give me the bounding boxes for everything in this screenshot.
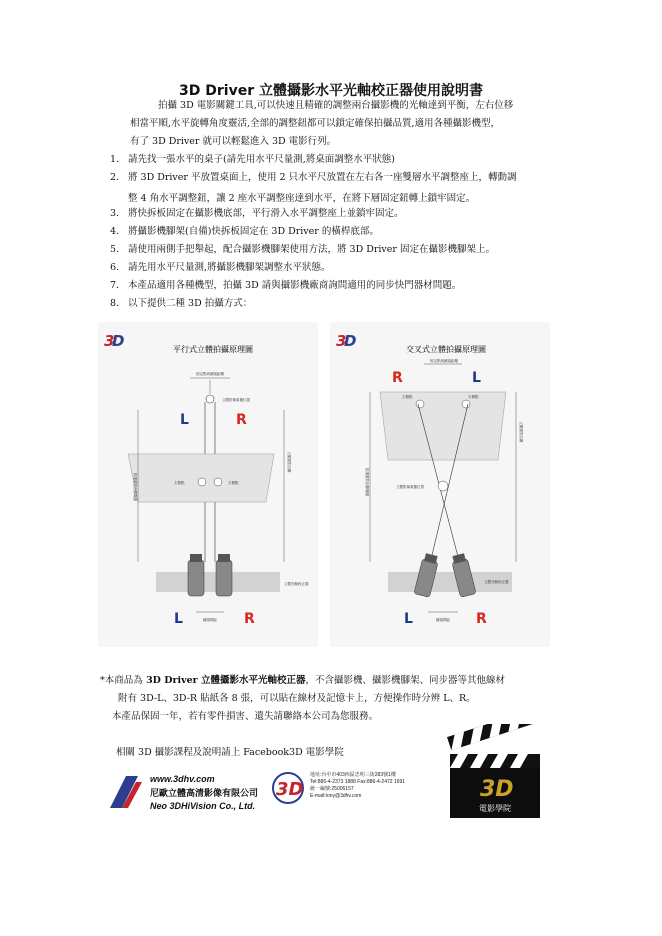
note-line-2: 附有 3D-L、3D-R 貼紙各 8 張，可以貼在線材及記憶卡上，方便操作時分辨 L、R。 xyxy=(118,693,476,704)
label-r: R xyxy=(236,412,247,428)
right-point: 右側點 xyxy=(468,395,479,399)
bottom-label-l: L xyxy=(404,611,413,627)
company-name-cn: 尼歐立體高清影像有限公司 xyxy=(150,788,259,798)
company-name-en: Neo 3DHiVision Co., Ltd. xyxy=(150,801,256,811)
email: E-mail:tony@3dhv.com xyxy=(310,793,362,799)
3d-logo-icon xyxy=(104,332,124,350)
facebook-link-text: 相關 3D 攝影課程及說明請上 Facebook3D 電影學院 xyxy=(116,747,344,758)
list-item: 3. 將快拆板固定在攝影機底部，平行滑入水平調整座上並鎖牢固定。 xyxy=(110,208,404,219)
top-label: 固定點到鏡頭距離 xyxy=(430,359,458,363)
svg-text:3D: 3D xyxy=(480,777,514,802)
diagram-title: 平行式立體拍攝原理圖 xyxy=(173,345,253,354)
mid-label: 立體影像重疊位置 xyxy=(396,485,424,489)
left-point: 左側點 xyxy=(402,395,413,399)
svg-text:3: 3 xyxy=(336,332,347,350)
label-r: R xyxy=(392,370,403,386)
top-label: 固定點到鏡頭距離 xyxy=(196,372,224,376)
clapperboard-icon xyxy=(444,724,544,824)
focus-label: 立體影像重疊位置 xyxy=(222,398,250,402)
list-item: 1. 請先找一張水平的桌子(請先用水平尺量測,將桌面調整水平狀態) xyxy=(110,154,395,165)
3d-brand-logo-icon xyxy=(270,768,306,812)
diagram-title: 交叉式立體拍攝原理圖 xyxy=(406,345,486,354)
list-item: 8. 以下提供二種 3D 拍攝方式： xyxy=(110,298,253,309)
side-left-label: 防護攝影距離範圍 xyxy=(365,468,369,496)
company-website: www.3dhv.com xyxy=(150,774,215,784)
side-right-label: 立體攝影距離 xyxy=(519,421,523,443)
label-l: L xyxy=(180,412,189,428)
list-item: 4. 將攝影機腳架(自備)快拆板固定在 3D Driver 的橫桿底部。 xyxy=(110,226,379,237)
camera-left-icon xyxy=(188,554,204,596)
device-label: 立體光軸校正器 xyxy=(284,582,309,586)
3d-logo-icon xyxy=(336,332,356,350)
page-title: 3D Driver 立體攝影水平光軸校正器使用說明書 xyxy=(179,83,483,99)
phone: Tel:886-4-2373 1888 Fax:886-4-2472 1691 xyxy=(310,779,406,785)
note-line-3: 本產品保固一年，若有零件損害、遺失請聯絡本公司為您服務。 xyxy=(112,711,379,722)
bottom-label: 鏡頭間距 xyxy=(436,618,450,622)
bottom-label-l: L xyxy=(174,611,183,627)
bottom-label-r: R xyxy=(476,611,487,627)
side-right-label: 立體攝影距離 xyxy=(287,451,291,473)
list-item: 6. 請先用水平尺量測,將攝影機腳架調整水平狀態。 xyxy=(110,262,331,273)
bottom-label: 鏡頭間距 xyxy=(203,618,217,622)
bottom-label-r: R xyxy=(244,611,255,627)
intro-line-1: 拍攝 3D 電影關鍵工具,可以快速且精確的調整兩台攝影機的光軸達到平衡，左右位移 xyxy=(158,100,514,111)
list-item: 5. 請使用兩側手把舉起，配合攝影機腳架使用方法，將 3D Driver 固定在攝影機腳架上。 xyxy=(110,244,495,255)
list-item: 7. 本產品適用各種機型，拍攝 3D 請與攝影機廠商詢問適用的同步快門器材問題。 xyxy=(110,280,462,291)
parallel-diagram xyxy=(98,322,318,647)
academy-name: 電影學院 xyxy=(479,804,511,813)
company-logo-icon xyxy=(108,774,144,814)
device-label: 立體光軸校正器 xyxy=(484,580,509,584)
left-point: 左側點 xyxy=(174,481,185,485)
svg-text:D: D xyxy=(344,332,357,350)
list-item: 2. 將 3D Driver 平放置桌面上，使用 2 只水平尺放置在左右各一座雙層水平調整座上，轉動調 xyxy=(110,172,517,183)
svg-text:D: D xyxy=(112,332,125,350)
svg-text:3: 3 xyxy=(104,332,115,350)
address: 地址:台中市403西區忠明三街283號1樓 xyxy=(310,772,396,778)
label-l: L xyxy=(472,370,481,386)
note-line-1: *本商品為 3D Driver 立體攝影水平光軸校正器，不含攝影機、攝影機腳架、同步器等其他線材 xyxy=(100,675,505,686)
side-left-label: 防護攝影距離範圍 xyxy=(133,473,137,501)
intro-line-3: 有了 3D Driver 就可以輕鬆進入 3D 電影行列。 xyxy=(130,136,337,147)
svg-text:3D: 3D xyxy=(276,779,304,800)
right-point: 右側點 xyxy=(228,481,239,485)
camera-right-icon xyxy=(216,554,232,596)
tax-id: 統一編號:25006157 xyxy=(310,786,354,792)
crossed-diagram xyxy=(330,322,550,647)
contact-block xyxy=(310,772,405,800)
list-item-continued: 整 4 角水平調整鈕，讓 2 座水平調整座達到水平，在將下層固定鈕轉上鎖牢固定。 xyxy=(128,193,476,204)
intro-line-2: 相當平順,水平旋轉角度靈活,全部的調整鈕都可以鎖定確保拍攝品質,適用各種攝影機型， xyxy=(130,118,501,129)
